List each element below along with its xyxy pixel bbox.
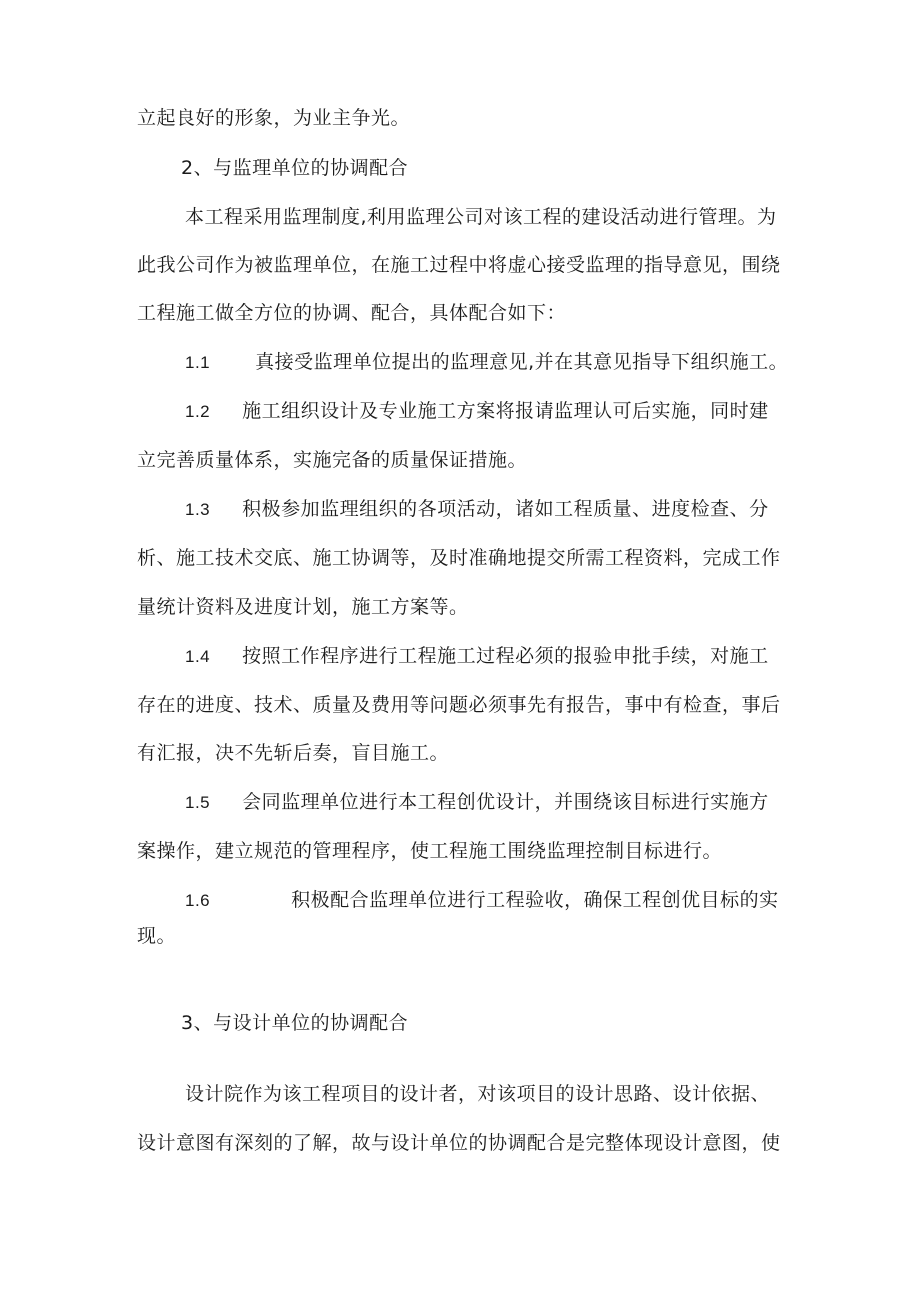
item-1-5 <box>185 790 769 815</box>
paragraph-continuation: 立起良好的形象，为业主争光。 <box>137 107 411 129</box>
item-number: 1.5 <box>185 793 211 812</box>
item-text: 积极参加监理组织的各项活动，诸如工程质量、进度检查、分 <box>242 498 769 520</box>
intro-line-2: 此我公司作为被监理单位，在施工过程中将虚心接受监理的指导意见，围绕 <box>137 254 781 276</box>
item-text: 积极配合监理单位进行工程验收，确保工程创优目标的实 <box>291 889 779 911</box>
item-1-1 <box>185 350 788 375</box>
item-1-4-cont-2: 有汇报，决不先斩后奏，盲目施工。 <box>137 742 450 764</box>
item-text: 施工组织设计及专业施工方案将报请监理认可后实施，同时建 <box>242 400 769 422</box>
item-1-2-cont: 立完善质量体系，实施完备的质量保证措施。 <box>137 449 528 471</box>
item-number: 1.2 <box>185 402 211 421</box>
intro-line-3: 工程施工做全方位的协调、配合，具体配合如下： <box>137 302 567 324</box>
item-text: 会同监理单位进行本工程创优设计，并围绕该目标进行实施方 <box>242 791 769 813</box>
item-number: 1.1 <box>185 353 211 372</box>
section-heading-3: 3、与设计单位的协调配合 <box>181 1012 409 1034</box>
item-1-2 <box>185 399 769 424</box>
item-1-4-cont-1: 存在的进度、技术、质量及费用等问题必须事先有报告，事中有检查，事后 <box>137 694 781 716</box>
item-1-3-cont-2: 量统计资料及进度计划，施工方案等。 <box>137 596 469 618</box>
item-1-3-cont-1: 析、施工技术交底、施工协调等，及时准确地提交所需工程资料，完成工作 <box>137 547 781 569</box>
item-1-5-cont: 案操作，建立规范的管理程序，使工程施工围绕监理控制目标进行。 <box>137 840 723 862</box>
item-1-3 <box>185 497 769 522</box>
section-heading-2: 2、与监理单位的协调配合 <box>181 157 409 179</box>
item-1-6-cont: 现。 <box>137 925 177 947</box>
item-text: 按照工作程序进行工程施工过程必须的报验申批手续，对施工 <box>242 645 769 667</box>
item-1-4 <box>185 644 769 669</box>
item-text: 真接受监理单位提出的监理意见,并在其意见指导下组织施工。 <box>255 351 789 373</box>
intro-line-1: 本工程采用监理制度,利用监理公司对该工程的建设活动进行管理。为 <box>185 206 777 228</box>
paragraph-3-line-2: 设计意图有深刻的了解，故与设计单位的协调配合是完整体现设计意图，使 <box>137 1132 781 1154</box>
item-number: 1.6 <box>185 891 211 910</box>
paragraph-3-line-1: 设计院作为该工程项目的设计者，对该项目的设计思路、设计依据、 <box>185 1083 771 1105</box>
item-number: 1.4 <box>185 647 211 666</box>
item-number: 1.3 <box>185 500 211 519</box>
item-1-6 <box>185 888 779 913</box>
